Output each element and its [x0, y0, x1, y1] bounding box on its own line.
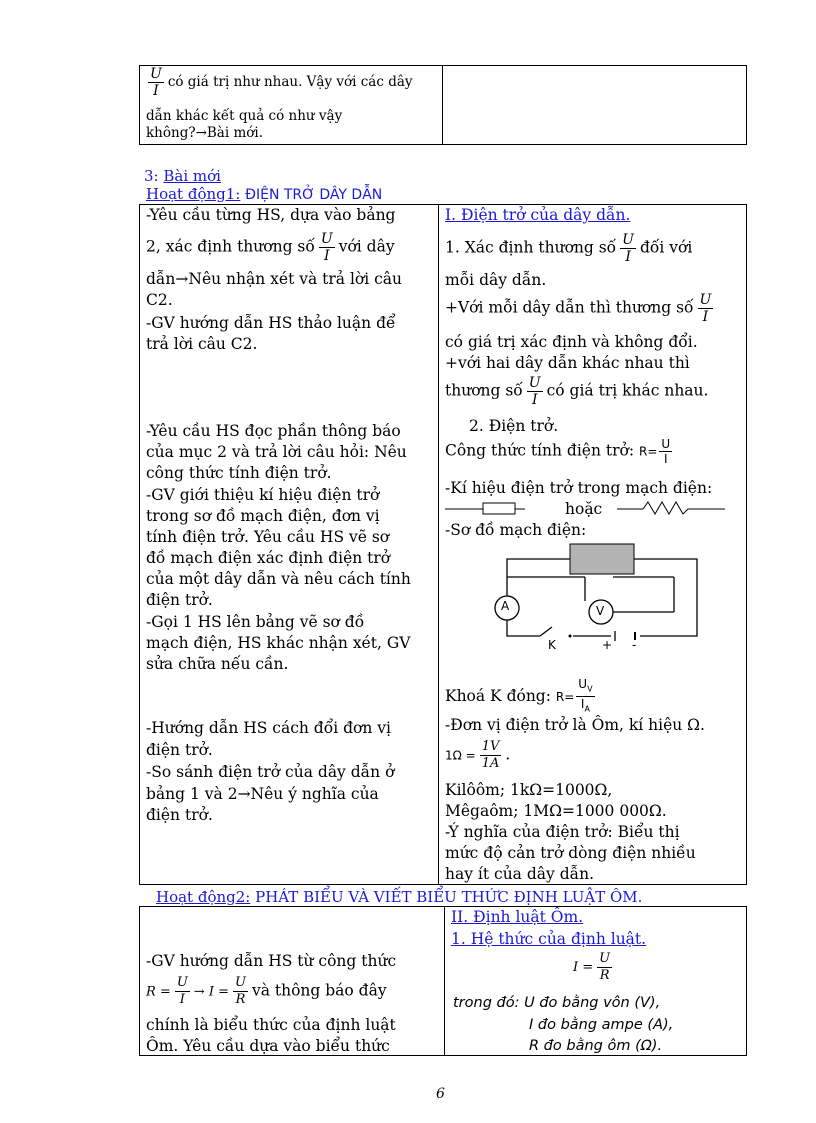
t1-left-l20: điện trở.: [146, 741, 213, 759]
t2-left-l4: Ôm. Yêu cầu dựa vào biểu thức: [146, 1037, 390, 1055]
fraction-u-over-r: $\frac{U}{R}$: [599, 951, 611, 983]
t1-left-l9: công thức tính điện trở.: [146, 464, 332, 482]
activity1-label: Hoạt động1:: [146, 185, 241, 203]
resistor-box-icon: [483, 503, 515, 514]
activity1-table: [139, 204, 747, 885]
fraction-u-over-i: $\frac{U}{I}$: [699, 292, 712, 325]
t1-left-l16: -Gọi 1 HS lên bảng vẽ sơ đồ: [146, 613, 365, 631]
activity2-left-cell: [140, 907, 445, 1056]
t1-left-l11: trong sơ đồ mạch điện, đơn vị: [146, 507, 380, 525]
t1-right-r14: Kilôôm; 1kΩ=1000Ω,: [445, 781, 613, 799]
formula-u-over-i: $\frac{U}{I}$: [661, 437, 671, 466]
t1-right-r9: -Kí hiệu điện trở trong mạch điện:: [445, 479, 713, 497]
t2-right-heading: II. Định luật Ôm.: [451, 908, 584, 926]
activity2-label: Hoạt động2:: [156, 888, 251, 906]
section-number: 3:: [144, 167, 159, 185]
fraction-u-over-i: $\frac{U}{I}$: [528, 375, 541, 408]
resistor-zigzag-icon: [643, 502, 725, 514]
t1-left-l10: -GV giới thiệu kí hiệu điện trở: [146, 486, 380, 504]
t1-right-r9-or: hoặc: [565, 500, 603, 518]
top-left-line2: dẫn khác kết quả có như vậy: [146, 108, 343, 124]
activity1-left-cell: [140, 205, 439, 885]
t1-left-l14: của một dây dẫn và nêu cách tính: [146, 570, 411, 588]
fraction-u-over-i: $\frac{U}{I}$: [622, 232, 634, 265]
t1-left-l6: trả lời câu C2.: [146, 335, 258, 353]
fraction-u-over-i: $\frac{U}{I}$: [320, 231, 333, 264]
fraction-u-over-i: $\frac{U}{I}$: [150, 66, 162, 99]
resistor-wire-icon: [570, 544, 634, 574]
t2-right-sub: 1. Hệ thức của định luật.: [451, 930, 647, 948]
t1-left-l23: điện trở.: [146, 806, 213, 824]
t1-right-r3: +Với mỗi dây dẫn thì thương số $\frac{U}{I}$: [445, 292, 712, 325]
t2-right-formula: I = $\frac{U}{R}$: [573, 951, 611, 983]
ammeter-label: A: [501, 599, 510, 613]
t1-right-r16: -Ý nghĩa của điện trở: Biểu thị: [445, 823, 680, 841]
t1-left-l2: 2, xác định thương số $\frac{U}{I}$ với dây: [146, 231, 395, 264]
t2-left-l2: R = $\frac{U}{I}$ → I = $\frac{U}{R}$ và thông báo đây: [146, 975, 387, 1007]
t1-left-l8: của mục 2 và trả lời câu hỏi: Nêu: [146, 443, 407, 461]
t2-left-l3: chính là biểu thức của định luật: [146, 1016, 396, 1034]
top-table: [139, 65, 747, 145]
t2-left-l1: -GV hướng dẫn HS từ công thức: [146, 952, 397, 970]
activity2-title: PHÁT BIỂU VÀ VIẾT BIỂU THỨC ĐỊNH LUẬT ÔM.: [255, 888, 643, 906]
t1-right-r5: +với hai dây dẫn khác nhau thì: [445, 354, 690, 372]
t1-left-l12: tính điện trở. Yêu cầu HS vẽ sơ: [146, 528, 390, 546]
t1-right-r4: có giá trị xác định và không đổi.: [445, 333, 698, 351]
activity1-heading: [146, 184, 382, 206]
t2-right-w1: trong đó: U đo bằng vôn (V),: [453, 995, 661, 1011]
fraction-u-over-i: $\frac{U}{I}$: [176, 975, 188, 1007]
top-table-right-cell: [443, 66, 747, 145]
top-table-left-cell: [140, 66, 443, 145]
t1-left-l13: đồ mạch điện xác định điện trở: [146, 549, 391, 567]
battery-minus-label: -: [632, 638, 637, 652]
t1-right-heading: I. Điện trở của dây dẫn.: [445, 206, 631, 224]
t1-left-l17: mạch điện, HS khác nhận xét, GV: [146, 634, 411, 652]
t1-left-l19: -Hướng dẫn HS cách đổi đơn vị: [146, 719, 391, 737]
t1-left-l3: dẫn→Nêu nhận xét và trả lời câu: [146, 270, 403, 288]
page-number: 6: [436, 1086, 445, 1102]
section-title: Bài mới: [163, 167, 221, 185]
top-left-line3: không?→Bài mới.: [146, 125, 264, 141]
voltmeter-label: V: [596, 604, 605, 618]
activity1-right-cell: [439, 205, 747, 885]
t1-left-l18: sửa chữa nếu cần.: [146, 655, 289, 673]
fraction-u-over-r: $\frac{U}{R}$: [234, 975, 246, 1007]
t1-right-r8: Công thức tính điện trở: R= $\frac{U}{I}$: [445, 437, 671, 466]
t1-right-r11: Khoá K đóng: R= $\frac{U_V}{I_A}$: [445, 677, 597, 717]
t1-left-l5: -GV hướng dẫn HS thảo luận để: [146, 314, 396, 332]
t1-right-r15: Mêgaôm; 1MΩ=1000 000Ω.: [445, 802, 667, 820]
t1-right-r2: mỗi dây dẫn.: [445, 271, 547, 289]
formula-uv-over-ia: $\frac{U_V}{I_A}$: [578, 677, 593, 714]
activity1-title: ĐIỆN TRỞ DÂY DẪN: [245, 187, 383, 203]
activity2-heading: [156, 887, 642, 908]
t1-right-r12: -Đơn vị điện trở là Ôm, kí hiệu Ω.: [445, 716, 705, 734]
activity2-right-cell: [445, 907, 747, 1056]
activity2-table: [139, 906, 747, 1056]
t1-right-r10: -Sơ đồ mạch điện:: [445, 521, 587, 539]
formula-1v-over-1a: $\frac{1V}{1A}$: [481, 739, 500, 771]
t1-left-l4: C2.: [146, 291, 173, 309]
circuit-diagram: [485, 541, 715, 657]
t2-right-w3: R đo bằng ôm (Ω).: [529, 1038, 663, 1054]
t1-left-l22: bảng 1 và 2→Nêu ý nghĩa của: [146, 785, 379, 803]
t1-left-l1: -Yêu cầu từng HS, dựa vào bảng: [146, 206, 396, 224]
t1-right-r17: mức độ cản trở dòng điện nhiều: [445, 844, 696, 862]
t1-left-l7: -Yêu cầu HS đọc phần thông báo: [146, 422, 401, 440]
switch-icon: [540, 627, 552, 636]
t1-left-l21: -So sánh điện trở của dây dẫn ở: [146, 763, 395, 781]
switch-label: K: [548, 638, 556, 652]
t1-right-r6: thương số $\frac{U}{I}$ có giá trị khác nhau.: [445, 375, 709, 408]
t1-right-r18: hay ít của dây dẫn.: [445, 865, 595, 883]
t1-right-r1: 1. Xác định thương số $\frac{U}{I}$ đối với: [445, 232, 693, 265]
top-left-line1: $\frac{U}{I}$ có giá trị như nhau. Vậy với các dây: [150, 66, 413, 99]
battery-plus-label: +: [602, 638, 613, 652]
t1-right-r7: 2. Điện trở.: [469, 417, 559, 435]
t2-right-w2: I đo bằng ampe (A),: [529, 1017, 674, 1033]
t1-left-l15: điện trở.: [146, 591, 213, 609]
t1-right-r13: 1Ω = $\frac{1V}{1A}$ .: [445, 739, 511, 771]
